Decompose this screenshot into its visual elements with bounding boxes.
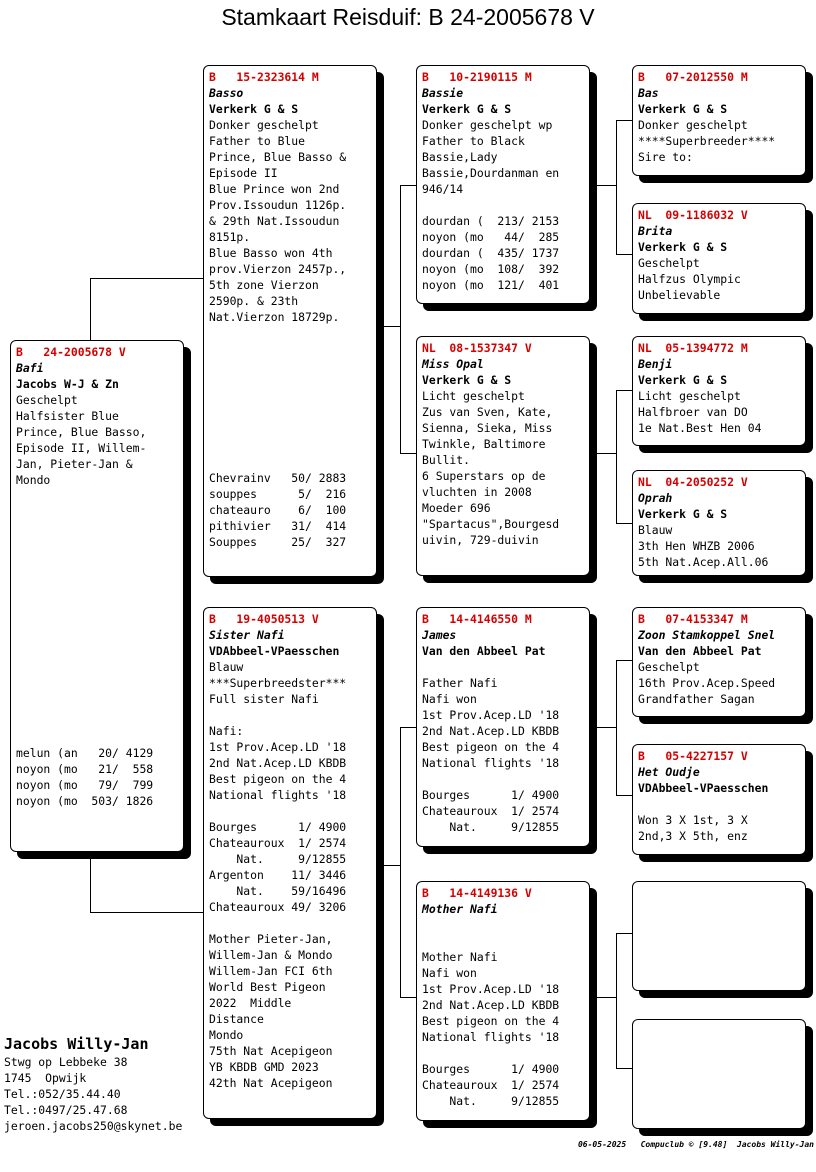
- note-line: Donker geschelpt: [638, 118, 748, 132]
- owner-name: Van den Abbeel Pat: [638, 644, 762, 658]
- result-line: pithivier 31/ 414: [209, 519, 347, 533]
- breeder-name: Jacobs Willy-Jan: [4, 1035, 149, 1053]
- note-line: 5th zone Vierzon: [209, 278, 319, 292]
- note-line: 2022 Middle: [209, 996, 292, 1010]
- note-line: "Spartacus",Bourgesd: [422, 517, 560, 531]
- owner-name: Verkerk G & S: [638, 102, 728, 116]
- note-line: Prince, Blue Basso,: [16, 425, 147, 439]
- great-grandparent-card: [632, 607, 806, 717]
- page-title: Stamkaart Reisduif: B 24-2005678 V: [221, 4, 595, 30]
- note-line: prov.Vierzon 2457p.,: [209, 262, 347, 276]
- note-line: Full sister Nafi: [209, 692, 319, 706]
- owner-name: Verkerk G & S: [638, 240, 728, 254]
- note-line: Mother Nafi: [422, 950, 498, 964]
- result-line: souppes 5/ 216: [209, 487, 347, 501]
- result-line: noyon (mo 21/ 558: [16, 762, 154, 776]
- note-line: 2nd Nat.Acep.LD KBDB: [209, 756, 347, 770]
- note-line: [422, 933, 584, 949]
- note-line: Blue Basso won 4th: [209, 246, 333, 260]
- note-line: 2nd,3 X 5th, enz: [638, 829, 748, 843]
- note-line: Nat. 59/16496: [209, 884, 347, 898]
- note-line: Donker geschelpt wp: [422, 118, 553, 132]
- breeder-phone: Tel.:0497/25.47.68: [4, 1103, 128, 1117]
- connector-line: [596, 185, 616, 186]
- connector-line: [90, 912, 203, 913]
- connector-line: [616, 660, 617, 795]
- ring-number: B 19-4050513 V: [209, 612, 319, 626]
- note-line: Licht geschelpt: [422, 389, 525, 403]
- note-line: Chateauroux 1/ 2574: [209, 836, 347, 850]
- note-line: Unbelievable: [638, 288, 721, 302]
- connector-line: [383, 865, 400, 866]
- note-line: Nat.Vierzon 18729p.: [209, 310, 340, 324]
- note-line: [422, 1045, 584, 1061]
- note-line: Chateauroux 1/ 2574: [422, 1078, 560, 1092]
- result-line: chateauro 6/ 100: [209, 503, 347, 517]
- note-line: Best pigeon on the 4: [209, 772, 347, 786]
- pigeon-notes: [209, 117, 371, 325]
- owner-name: Verkerk G & S: [422, 373, 512, 387]
- note-line: 6 Superstars op de: [422, 469, 546, 483]
- connector-line: [400, 727, 401, 997]
- note-line: 16th Prov.Acep.Speed: [638, 676, 776, 690]
- note-line: Geschelpt: [638, 660, 700, 674]
- pigeon-name: Bas: [638, 86, 659, 100]
- ring-number: B 14-4146550 M: [422, 612, 532, 626]
- connector-line: [400, 185, 416, 186]
- connector-line: [383, 326, 400, 327]
- ring-number: B 07-4153347 M: [638, 612, 748, 626]
- note-line: Nat. 9/12855: [422, 1094, 560, 1108]
- note-line: 1st Prov.Acep.LD '18: [422, 708, 560, 722]
- note-line: Sienna, Sieka, Miss: [422, 421, 553, 435]
- note-line: dourdan ( 435/ 1737: [422, 246, 560, 260]
- note-line: [422, 917, 584, 933]
- note-line: ***Superbreedster***: [209, 676, 347, 690]
- note-line: [422, 659, 584, 675]
- connector-line: [400, 185, 401, 453]
- note-line: 5th Nat.Acep.All.06: [638, 555, 769, 569]
- note-line: Blauw: [209, 660, 244, 674]
- note-line: 946/14: [422, 182, 464, 196]
- note-line: National flights '18: [209, 788, 347, 802]
- note-line: Sire to:: [638, 150, 693, 164]
- connector-line: [616, 390, 617, 523]
- pigeon-name: Benji: [638, 357, 673, 371]
- note-line: Episode II, Willem-: [16, 441, 147, 455]
- connector-line: [90, 278, 203, 279]
- connector-line: [616, 120, 632, 121]
- note-line: [209, 915, 371, 931]
- note-line: 1st Prov.Acep.LD '18: [422, 982, 560, 996]
- note-line: Blauw: [638, 523, 673, 537]
- ring-number: NL 08-1537347 V: [422, 341, 532, 355]
- note-line: Twinkle, Baltimore: [422, 437, 546, 451]
- note-line: 8151p.: [209, 230, 251, 244]
- note-line: Grandfather Sagan: [638, 692, 755, 706]
- pigeon-notes: [16, 392, 178, 488]
- note-line: Best pigeon on the 4: [422, 740, 560, 754]
- ring-number: B 24-2005678 V: [16, 345, 126, 359]
- pigeon-name: Zoon Stamkoppel Snel: [638, 628, 776, 642]
- note-line: noyon (mo 121/ 401: [422, 278, 560, 292]
- pigeon-name: Mother Nafi: [422, 902, 498, 916]
- note-line: Chateauroux 1/ 2574: [422, 804, 560, 818]
- father-card: [203, 65, 377, 577]
- connector-line: [596, 727, 616, 728]
- note-line: Prince, Blue Basso &: [209, 150, 347, 164]
- paternal-grandfather-card: [416, 65, 590, 304]
- ring-number: B 14-4149136 V: [422, 886, 532, 900]
- breeder-address-line: 1745 Opwijk: [4, 1071, 87, 1085]
- note-line: National flights '18: [422, 756, 560, 770]
- note-line: Willem-Jan FCI 6th: [209, 964, 333, 978]
- pigeon-name: Het Oudje: [638, 765, 700, 779]
- connector-line: [596, 453, 616, 454]
- owner-name: Verkerk G & S: [209, 102, 299, 116]
- note-line: ****Superbreeder****: [638, 134, 776, 148]
- note-line: Argenton 11/ 3446: [209, 868, 347, 882]
- mother-card: [203, 607, 377, 1119]
- connector-line: [616, 1068, 632, 1069]
- note-line: 3th Hen WHZB 2006: [638, 539, 755, 553]
- note-line: Halfbroer van DO: [638, 405, 748, 419]
- note-line: noyon (mo 108/ 392: [422, 262, 560, 276]
- note-line: Mondo: [16, 473, 51, 487]
- note-line: & 29th Nat.Issoudun: [209, 214, 340, 228]
- note-line: Bullit.: [422, 453, 471, 467]
- note-line: Willem-Jan & Mondo: [209, 948, 333, 962]
- empty-great-grandparent-card: [632, 881, 806, 991]
- note-line: Nafi:: [209, 724, 244, 738]
- note-line: Chateauroux 49/ 3206: [209, 900, 347, 914]
- note-line: Zus van Sven, Kate,: [422, 405, 553, 419]
- note-line: noyon (mo 44/ 285: [422, 230, 560, 244]
- ring-number: B 07-2012550 M: [638, 70, 748, 84]
- owner-name: Verkerk G & S: [638, 507, 728, 521]
- note-line: Mondo: [209, 1028, 244, 1042]
- pigeon-name: Basso: [209, 86, 244, 100]
- note-line: 2nd Nat.Acep.LD KBDB: [422, 724, 560, 738]
- footer-credit: 06-05-2025 Compuclub © [9.48] Jacobs Willy-Jan: [577, 1140, 814, 1149]
- breeder-address-line: Stwg op Lebbeke 38: [4, 1055, 128, 1069]
- note-line: Father to Black: [422, 134, 525, 148]
- note-line: 2590p. & 23th: [209, 294, 299, 308]
- pigeon-name: Bassie: [422, 86, 464, 100]
- note-line: World Best Pigeon: [209, 980, 326, 994]
- note-line: Mother Pieter-Jan,: [209, 932, 333, 946]
- note-line: Geschelpt: [16, 393, 78, 407]
- connector-line: [616, 120, 617, 254]
- note-line: Nafi won: [422, 692, 477, 706]
- owner-name: Jacobs W-J & Zn: [16, 377, 119, 391]
- owner-name: VDAbbeel-VPaesschen: [209, 644, 340, 658]
- pigeon-name: Miss Opal: [422, 357, 484, 371]
- note-line: 1st Prov.Acep.LD '18: [209, 740, 347, 754]
- race-results: [209, 470, 346, 550]
- connector-line: [616, 933, 632, 934]
- connector-line: [616, 933, 617, 1068]
- pigeon-name: Brita: [638, 224, 673, 238]
- note-line: [209, 707, 371, 723]
- ring-number: B 10-2190115 M: [422, 70, 532, 84]
- great-grandparent-card: [632, 203, 806, 314]
- connector-line: [596, 997, 616, 998]
- maternal-grandmother-card: [416, 881, 590, 1121]
- subject-pigeon-card: [10, 340, 184, 852]
- connector-line: [400, 453, 416, 454]
- connector-line: [90, 278, 91, 340]
- great-grandparent-card: [632, 336, 806, 446]
- ring-number: NL 09-1186032 V: [638, 208, 748, 222]
- note-line: dourdan ( 213/ 2153: [422, 214, 560, 228]
- ring-number: B 05-4227157 V: [638, 749, 748, 763]
- breeder-email[interactable]: jeroen.jacobs250@skynet.be: [4, 1119, 183, 1133]
- note-line: Geschelpt: [638, 256, 700, 270]
- result-line: melun (an 20/ 4129: [16, 746, 154, 760]
- note-line: Licht geschelpt: [638, 389, 741, 403]
- note-line: Jan, Pieter-Jan &: [16, 457, 133, 471]
- owner-name: Verkerk G & S: [422, 102, 512, 116]
- connector-line: [616, 523, 632, 524]
- breeder-info: [4, 1034, 182, 1134]
- result-line: Chevrainv 50/ 2883: [209, 471, 347, 485]
- note-line: 2nd Nat.Acep.LD KBDB: [422, 998, 560, 1012]
- owner-name: Verkerk G & S: [638, 373, 728, 387]
- note-line: uivin, 729-duivin: [422, 533, 539, 547]
- note-line: Nat. 9/12855: [422, 820, 560, 834]
- note-line: Prov.Issoudun 1126p.: [209, 198, 347, 212]
- pigeon-notes: [209, 659, 371, 1091]
- note-line: Bourges 1/ 4900: [422, 1062, 560, 1076]
- breeder-phone: Tel.:052/35.44.40: [4, 1087, 121, 1101]
- result-line: noyon (mo 503/ 1826: [16, 794, 154, 808]
- note-line: National flights '18: [422, 1030, 560, 1044]
- note-line: 1e Nat.Best Hen 04: [638, 421, 762, 435]
- note-line: Nafi won: [422, 966, 477, 980]
- note-line: Blue Prince won 2nd: [209, 182, 340, 196]
- note-line: Father Nafi: [422, 676, 498, 690]
- note-line: Bourges 1/ 4900: [422, 788, 560, 802]
- result-line: noyon (mo 79/ 799: [16, 778, 154, 792]
- note-line: Father to Blue: [209, 134, 306, 148]
- ring-number: B 15-2323614 M: [209, 70, 319, 84]
- note-line: Distance: [209, 1012, 264, 1026]
- paternal-grandmother-card: [416, 336, 590, 576]
- great-grandparent-card: [632, 744, 806, 855]
- note-line: vluchten in 2008: [422, 485, 532, 499]
- note-line: [638, 796, 800, 812]
- connector-line: [616, 660, 632, 661]
- connector-line: [616, 390, 632, 391]
- note-line: [422, 771, 584, 787]
- note-line: Bourges 1/ 4900: [209, 820, 347, 834]
- note-line: Episode II: [209, 166, 278, 180]
- note-line: YB KBDB GMD 2023: [209, 1060, 319, 1074]
- great-grandparent-card: [632, 65, 806, 176]
- connector-line: [400, 997, 416, 998]
- connector-line: [616, 254, 632, 255]
- note-line: Halfsister Blue: [16, 409, 119, 423]
- connector-line: [90, 852, 91, 912]
- ring-number: NL 05-1394772 M: [638, 341, 748, 355]
- note-line: Nat. 9/12855: [209, 852, 347, 866]
- great-grandparent-card: [632, 470, 806, 576]
- note-line: [422, 197, 584, 213]
- result-line: Souppes 25/ 327: [209, 535, 347, 549]
- note-line: Bassie,Lady: [422, 150, 498, 164]
- note-line: Bassie,Dourdanman en: [422, 166, 560, 180]
- note-line: [209, 803, 371, 819]
- note-line: Donker geschelpt: [209, 118, 319, 132]
- note-line: Best pigeon on the 4: [422, 1014, 560, 1028]
- owner-name: Van den Abbeel Pat: [422, 644, 546, 658]
- maternal-grandfather-card: [416, 607, 590, 847]
- note-line: 75th Nat Acepigeon: [209, 1044, 333, 1058]
- note-line: Halfzus Olympic: [638, 272, 741, 286]
- note-line: Moeder 696: [422, 501, 491, 515]
- pigeon-name: Sister Nafi: [209, 628, 285, 642]
- pigeon-name: Oprah: [638, 491, 673, 505]
- connector-line: [400, 727, 416, 728]
- note-line: Won 3 X 1st, 3 X: [638, 813, 748, 827]
- connector-line: [616, 795, 632, 796]
- pigeon-name: Bafi: [16, 361, 44, 375]
- pigeon-name: James: [422, 628, 457, 642]
- owner-name: VDAbbeel-VPaesschen: [638, 781, 769, 795]
- ring-number: NL 04-2050252 V: [638, 475, 748, 489]
- race-results: [16, 745, 153, 809]
- note-line: 42th Nat Acepigeon: [209, 1076, 333, 1090]
- empty-great-grandparent-card: [632, 1019, 806, 1129]
